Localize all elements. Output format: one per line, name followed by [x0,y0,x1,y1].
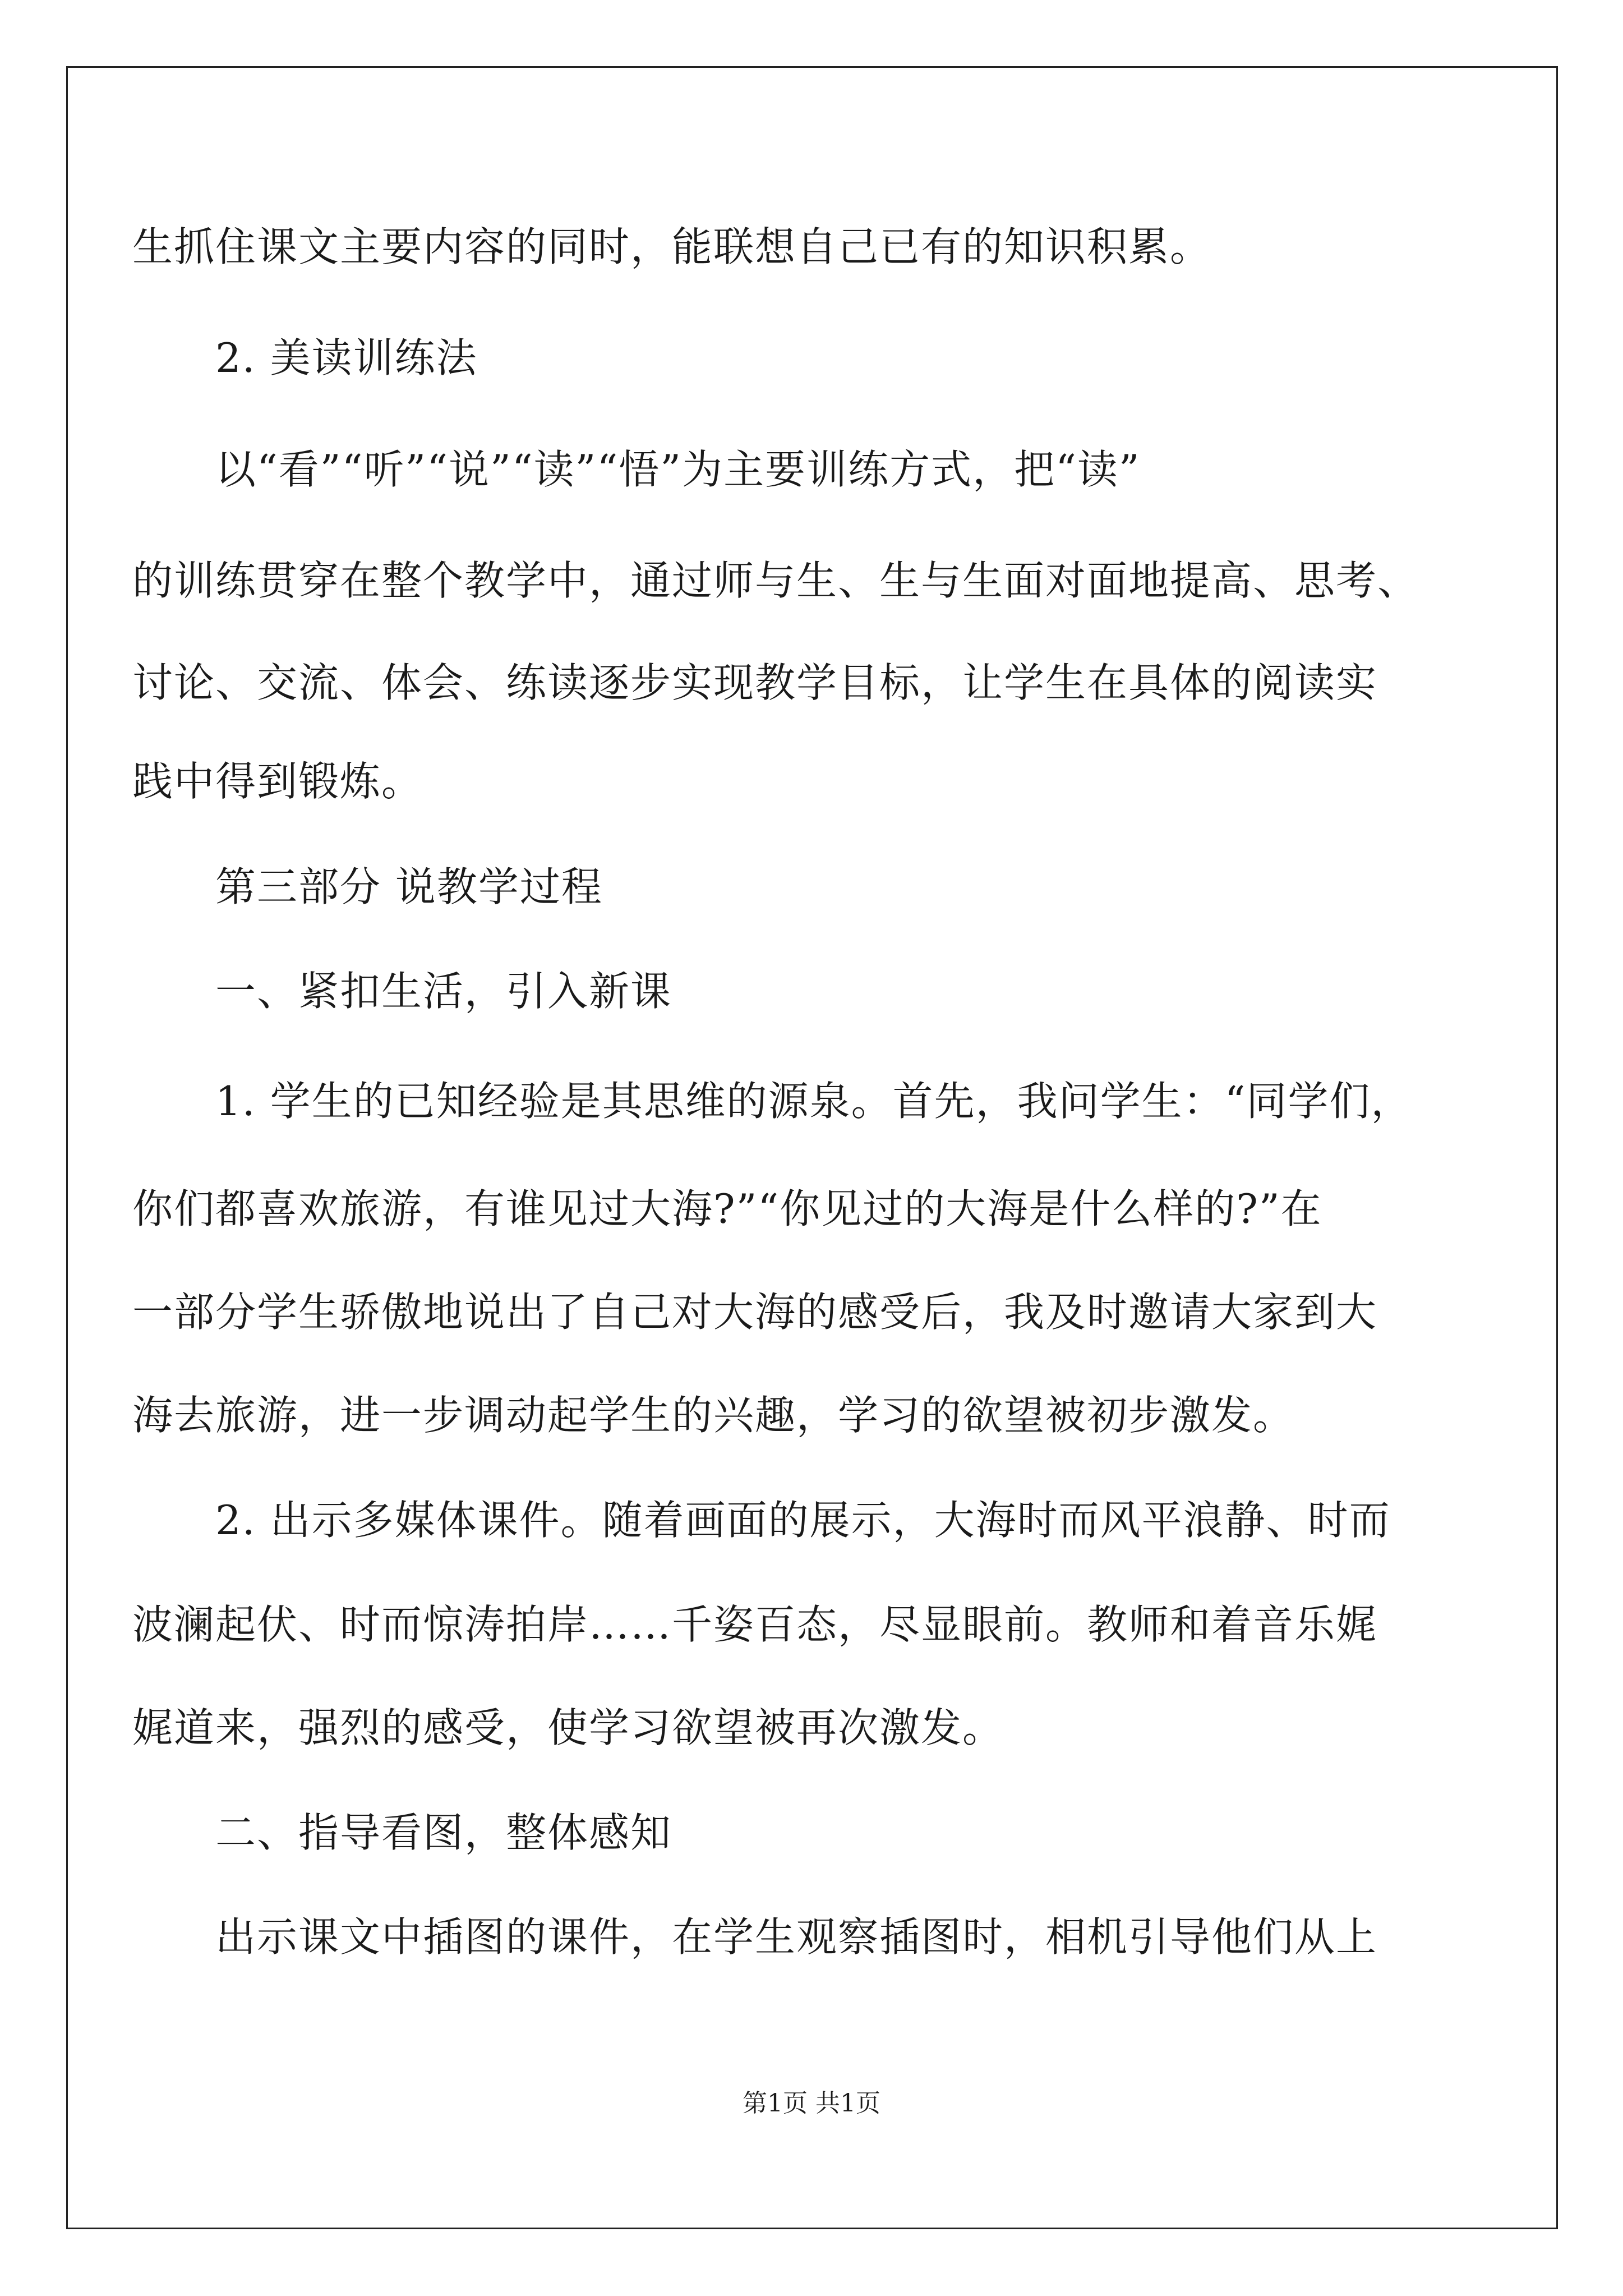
section-heading: 一、紧扣生活，引入新课 [215,968,672,1015]
paragraph-line: 的训练贯穿在整个教学中，通过师与生、生与生面对面地提高、思考、 [132,557,1419,604]
paragraph-line: 波澜起伏、时而惊涛拍岸……千姿百态，尽显眼前。教师和着音乐娓 [132,1601,1378,1648]
paragraph-line: 一部分学生骄傲地说出了自己对大海的感受后，我及时邀请大家到大 [132,1289,1378,1336]
paragraph-line: 践中得到锻炼。 [132,758,423,805]
paragraph-line: 2. 出示多媒体课件。随着画面的展示，大海时而风平浪静、时而 [215,1497,1391,1544]
paragraph-line: 1. 学生的已知经验是其思维的源泉。首先，我问学生：“同学们， [215,1078,1413,1125]
paragraph-line: 讨论、交流、体会、练读逐步实现教学目标，让学生在具体的阅读实 [132,659,1378,706]
section-heading: 二、指导看图，整体感知 [215,1809,672,1856]
paragraph-line: 海去旅游，进一步调动起学生的兴趣，学习的欲望被初步激发。 [132,1392,1295,1439]
paragraph-line: 你们都喜欢旅游，有谁见过大海?”“你见过的大海是什么样的?”在 [132,1185,1322,1232]
paragraph-line: 出示课文中插图的课件，在学生观察插图时，相机引导他们从上 [215,1913,1378,1961]
section-heading: 2. 美读训练法 [215,334,478,381]
paragraph-line: 娓道来，强烈的感受，使学习欲望被再次激发。 [132,1704,1004,1751]
page-footer: 第1页 共1页 [743,2089,880,2118]
part-heading: 第三部分 说教学过程 [215,863,603,910]
paragraph-line: 以“看”“听”“说”“读”“悟”为主要训练方式，把“读” [215,446,1141,493]
page-frame [66,66,1558,2229]
paragraph-line: 生抓住课文主要内容的同时，能联想自己已有的知识积累。 [132,223,1212,270]
